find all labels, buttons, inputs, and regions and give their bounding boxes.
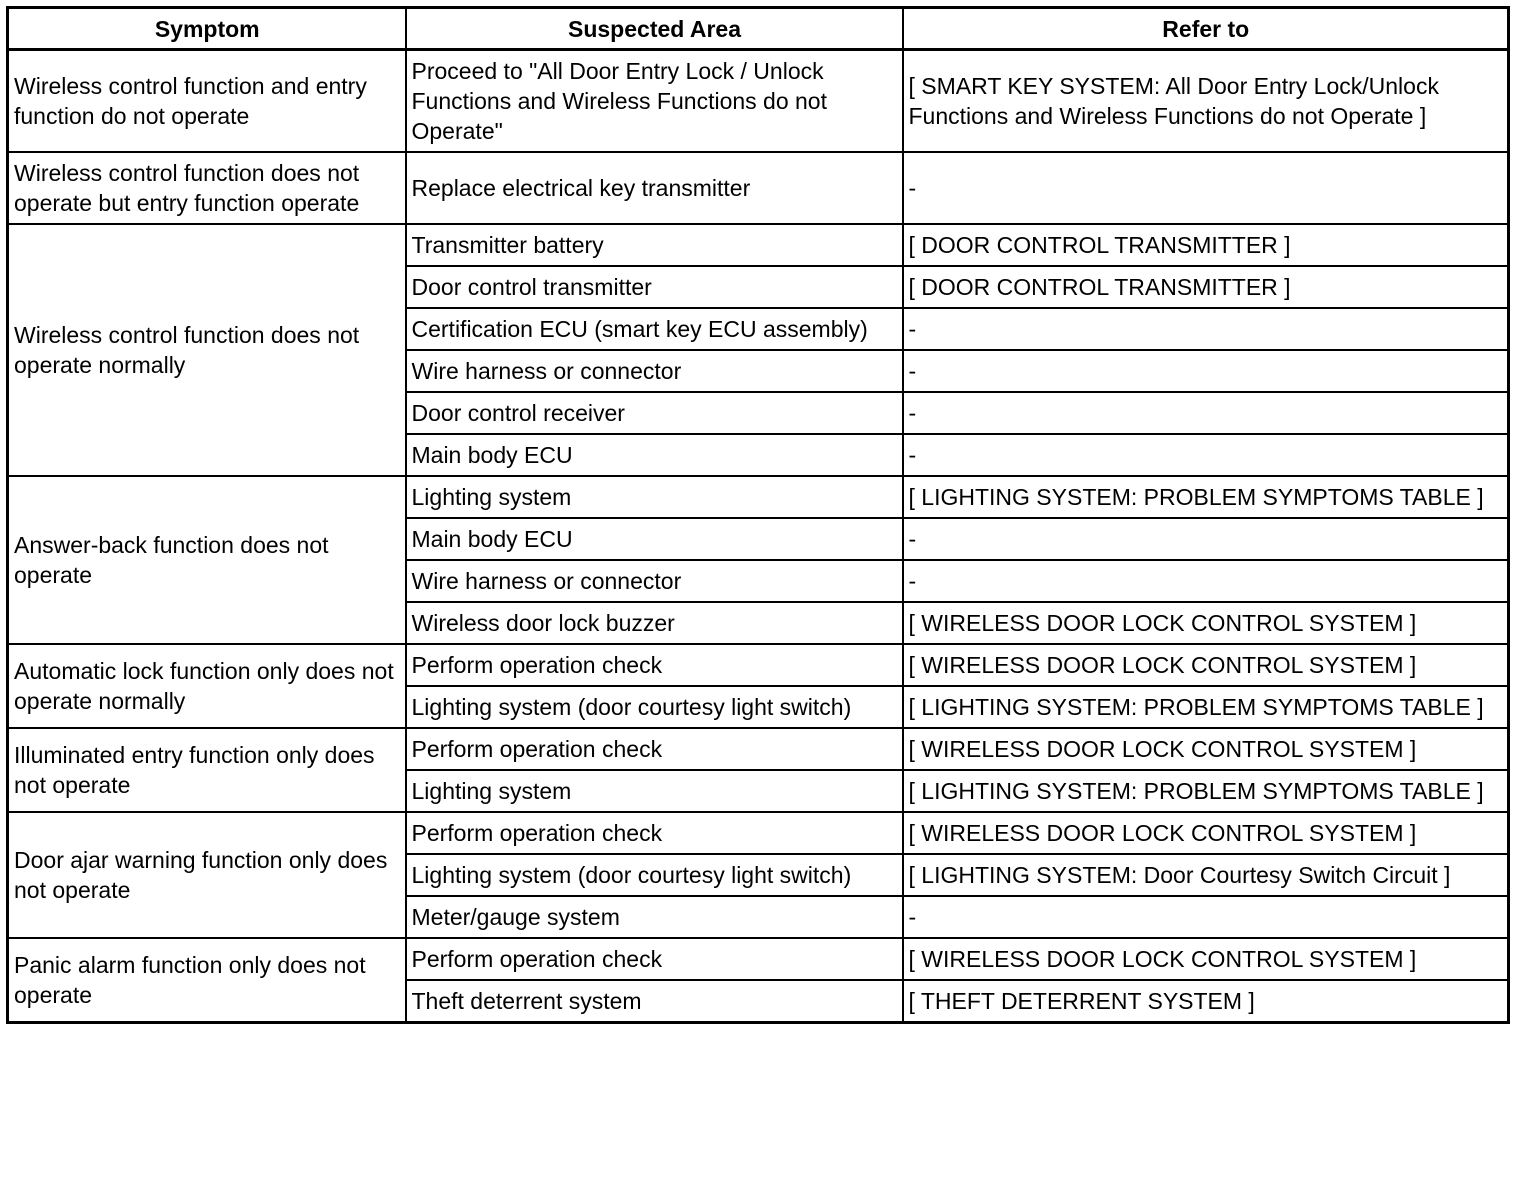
header-refer-to: Refer to [903, 8, 1509, 50]
suspected-area-cell: Perform operation check [406, 812, 903, 854]
table-row [8, 812, 1509, 854]
suspected-area-cell: Perform operation check [406, 644, 903, 686]
refer-to-cell: [ LIGHTING SYSTEM: PROBLEM SYMPTOMS TABLE ] [903, 476, 1509, 518]
refer-to-cell: [ DOOR CONTROL TRANSMITTER ] [903, 224, 1509, 266]
refer-to-cell: [ THEFT DETERRENT SYSTEM ] [903, 980, 1509, 1023]
suspected-area-cell: Main body ECU [406, 518, 903, 560]
refer-to-cell: - [903, 560, 1509, 602]
suspected-area-cell: Wire harness or connector [406, 560, 903, 602]
refer-to-cell: [ DOOR CONTROL TRANSMITTER ] [903, 266, 1509, 308]
symptom-cell: Answer-back function does not operate [8, 476, 406, 644]
suspected-area-cell: Perform operation check [406, 728, 903, 770]
table-body [8, 50, 1509, 1023]
refer-to-cell: - [903, 152, 1509, 224]
suspected-area-cell: Lighting system (door courtesy light switch) [406, 854, 903, 896]
suspected-area-cell: Certification ECU (smart key ECU assembly) [406, 308, 903, 350]
table-row [8, 152, 1509, 224]
refer-to-cell: - [903, 392, 1509, 434]
refer-to-cell: - [903, 308, 1509, 350]
suspected-area-cell: Proceed to "All Door Entry Lock / Unlock Functions and Wireless Functions do not Operate" [406, 50, 903, 153]
table-row [8, 644, 1509, 686]
table-row [8, 476, 1509, 518]
header-suspected-area: Suspected Area [406, 8, 903, 50]
suspected-area-cell: Lighting system [406, 770, 903, 812]
refer-to-cell: [ WIRELESS DOOR LOCK CONTROL SYSTEM ] [903, 938, 1509, 980]
refer-to-cell: - [903, 896, 1509, 938]
refer-to-cell: [ WIRELESS DOOR LOCK CONTROL SYSTEM ] [903, 728, 1509, 770]
symptom-cell: Wireless control function does not operate normally [8, 224, 406, 476]
symptom-cell: Illuminated entry function only does not operate [8, 728, 406, 812]
suspected-area-cell: Replace electrical key transmitter [406, 152, 903, 224]
symptom-cell: Automatic lock function only does not operate normally [8, 644, 406, 728]
suspected-area-cell: Theft deterrent system [406, 980, 903, 1023]
refer-to-cell: [ LIGHTING SYSTEM: PROBLEM SYMPTOMS TABLE ] [903, 770, 1509, 812]
refer-to-cell: [ SMART KEY SYSTEM: All Door Entry Lock/Unlock Functions and Wireless Functions do not Operate ] [903, 50, 1509, 153]
suspected-area-cell: Door control receiver [406, 392, 903, 434]
suspected-area-cell: Wire harness or connector [406, 350, 903, 392]
symptom-cell: Wireless control function does not operate but entry function operate [8, 152, 406, 224]
suspected-area-cell: Lighting system (door courtesy light switch) [406, 686, 903, 728]
symptom-cell: Door ajar warning function only does not operate [8, 812, 406, 938]
suspected-area-cell: Perform operation check [406, 938, 903, 980]
refer-to-cell: [ WIRELESS DOOR LOCK CONTROL SYSTEM ] [903, 644, 1509, 686]
symptom-cell: Panic alarm function only does not operate [8, 938, 406, 1023]
symptom-cell: Wireless control function and entry function do not operate [8, 50, 406, 153]
table-row [8, 728, 1509, 770]
table-row [8, 50, 1509, 153]
table-header [8, 8, 1509, 50]
suspected-area-cell: Lighting system [406, 476, 903, 518]
header-row [8, 8, 1509, 50]
suspected-area-cell: Wireless door lock buzzer [406, 602, 903, 644]
problem-symptoms-table [6, 6, 1510, 1024]
suspected-area-cell: Door control transmitter [406, 266, 903, 308]
header-symptom: Symptom [8, 8, 406, 50]
refer-to-cell: [ WIRELESS DOOR LOCK CONTROL SYSTEM ] [903, 812, 1509, 854]
refer-to-cell: [ LIGHTING SYSTEM: PROBLEM SYMPTOMS TABLE ] [903, 686, 1509, 728]
table-row [8, 938, 1509, 980]
suspected-area-cell: Main body ECU [406, 434, 903, 476]
suspected-area-cell: Transmitter battery [406, 224, 903, 266]
refer-to-cell: - [903, 350, 1509, 392]
table-row [8, 224, 1509, 266]
refer-to-cell: [ WIRELESS DOOR LOCK CONTROL SYSTEM ] [903, 602, 1509, 644]
refer-to-cell: - [903, 518, 1509, 560]
refer-to-cell: [ LIGHTING SYSTEM: Door Courtesy Switch Circuit ] [903, 854, 1509, 896]
refer-to-cell: - [903, 434, 1509, 476]
suspected-area-cell: Meter/gauge system [406, 896, 903, 938]
